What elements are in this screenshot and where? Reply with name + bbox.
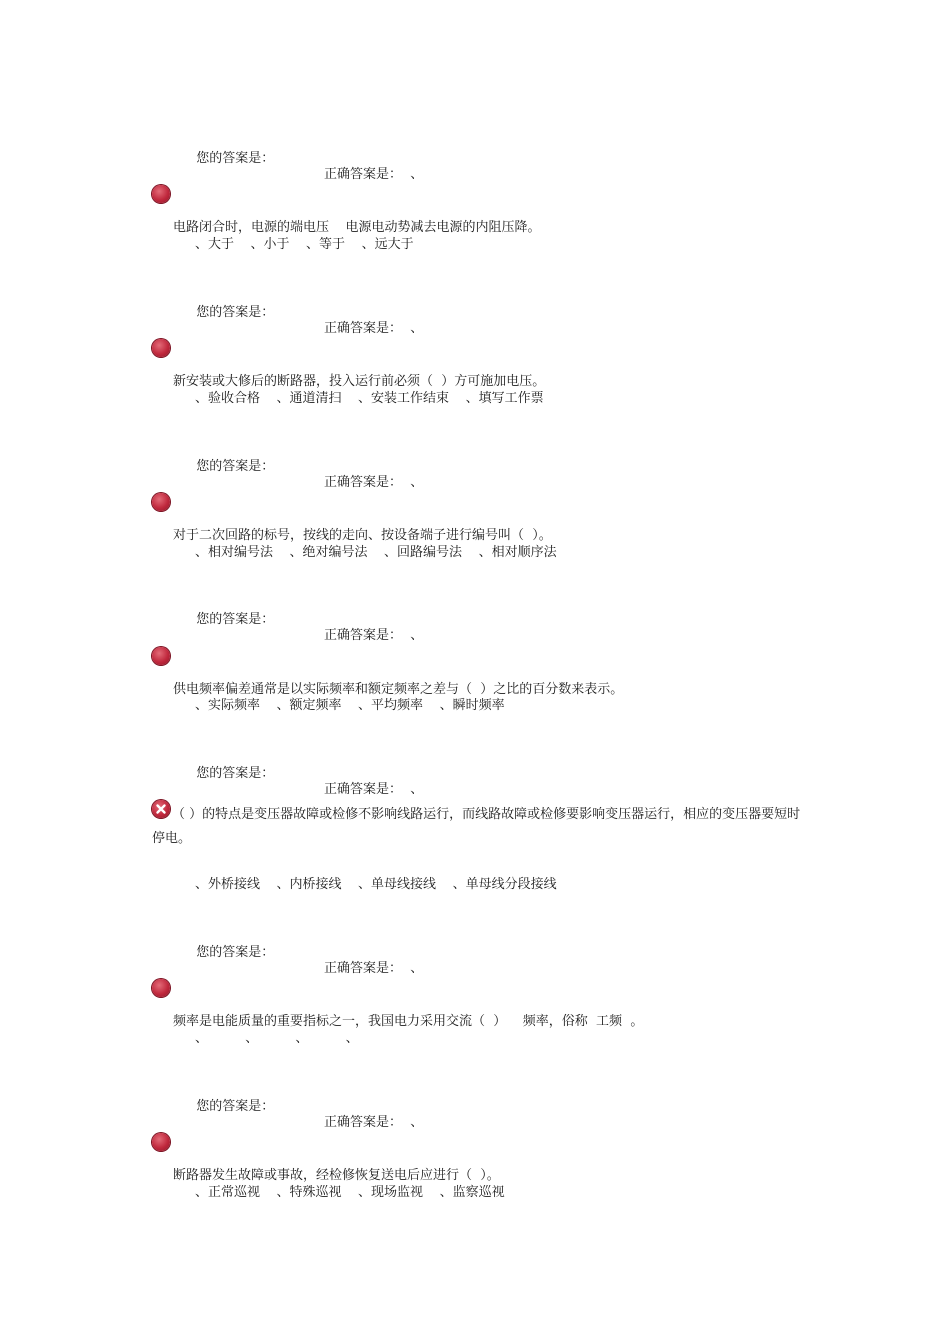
wrong-answer-icon xyxy=(152,1133,170,1151)
your-answer-label: 您的答案是： xyxy=(196,151,275,166)
correct-answer-label: 正确答案是： 、 xyxy=(324,961,424,976)
correct-answer-label: 正确答案是： 、 xyxy=(324,628,424,643)
answer-line xyxy=(188,596,424,644)
your-answer-label: 您的答案是： xyxy=(196,459,275,474)
question-text: 对于二次回路的标号，按线的走向、按设备端子进行编号叫（ ）。 xyxy=(173,528,552,543)
correct-answer-label: 正确答案是： 、 xyxy=(324,782,424,797)
options-line: 、 、 、 、 xyxy=(195,1031,359,1046)
correct-answer-label: 正确答案是： 、 xyxy=(324,475,424,490)
answer-line xyxy=(188,1083,424,1131)
correct-answer-label: 正确答案是： 、 xyxy=(324,1115,424,1130)
wrong-answer-icon xyxy=(152,800,170,818)
answer-line xyxy=(188,289,424,337)
wrong-answer-icon xyxy=(152,493,170,511)
question-line xyxy=(152,1136,500,1184)
options-line: 、实际频率 、额定频率 、平均频率 、瞬时频率 xyxy=(195,698,505,713)
question-line xyxy=(152,496,552,544)
wrong-answer-icon xyxy=(152,339,170,357)
question-text: （ ）的特点是变压器故障或检修不影响线路运行，而线路故障或检修要影响变压器运行，相应的变压器要短时停电。 xyxy=(152,807,801,846)
answer-line xyxy=(188,929,424,977)
question-text: 频率是电能质量的重要指标之一，我国电力采用交流（ ） 频率，俗称 工频 。 xyxy=(173,1014,644,1029)
question-text: 断路器发生故障或事故，经检修恢复送电后应进行（ ）。 xyxy=(173,1168,500,1183)
options-line: 、外桥接线 、内桥接线 、单母线接线 、单母线分段接线 xyxy=(195,877,557,892)
wrong-answer-icon xyxy=(152,979,170,997)
question-text: 供电频率偏差通常是以实际频率和额定频率之差与（ ）之比的百分数来表示。 xyxy=(173,682,624,697)
wrong-answer-icon xyxy=(152,185,170,203)
question-text: 电路闭合时，电源的端电压 电源电动势减去电源的内阻压降。 xyxy=(173,220,541,235)
options-line: 、大于 、小于 、等于 、远大于 xyxy=(195,237,414,252)
answer-line xyxy=(188,443,424,491)
options-line: 、正常巡视 、特殊巡视 、现场监视 、监察巡视 xyxy=(195,1185,505,1200)
question-line xyxy=(152,650,624,698)
question-line xyxy=(152,342,546,390)
your-answer-label: 您的答案是： xyxy=(196,612,275,627)
your-answer-label: 您的答案是： xyxy=(196,1099,275,1114)
your-answer-label: 您的答案是： xyxy=(196,766,275,781)
answer-line xyxy=(188,750,424,798)
question-text: 新安装或大修后的断路器，投入运行前必须（ ）方可施加电压。 xyxy=(173,374,546,389)
your-answer-label: 您的答案是： xyxy=(196,305,275,320)
correct-answer-label: 正确答案是： 、 xyxy=(324,167,424,182)
question-line xyxy=(152,803,812,851)
answer-line xyxy=(188,135,424,183)
wrong-answer-icon xyxy=(152,647,170,665)
your-answer-label: 您的答案是： xyxy=(196,945,275,960)
question-line xyxy=(152,982,644,1030)
options-line: 、相对编号法 、绝对编号法 、回路编号法 、相对顺序法 xyxy=(195,545,557,560)
question-line xyxy=(152,188,541,236)
correct-answer-label: 正确答案是： 、 xyxy=(324,321,424,336)
options-line: 、验收合格 、通道清扫 、安装工作结束 、填写工作票 xyxy=(195,391,544,406)
